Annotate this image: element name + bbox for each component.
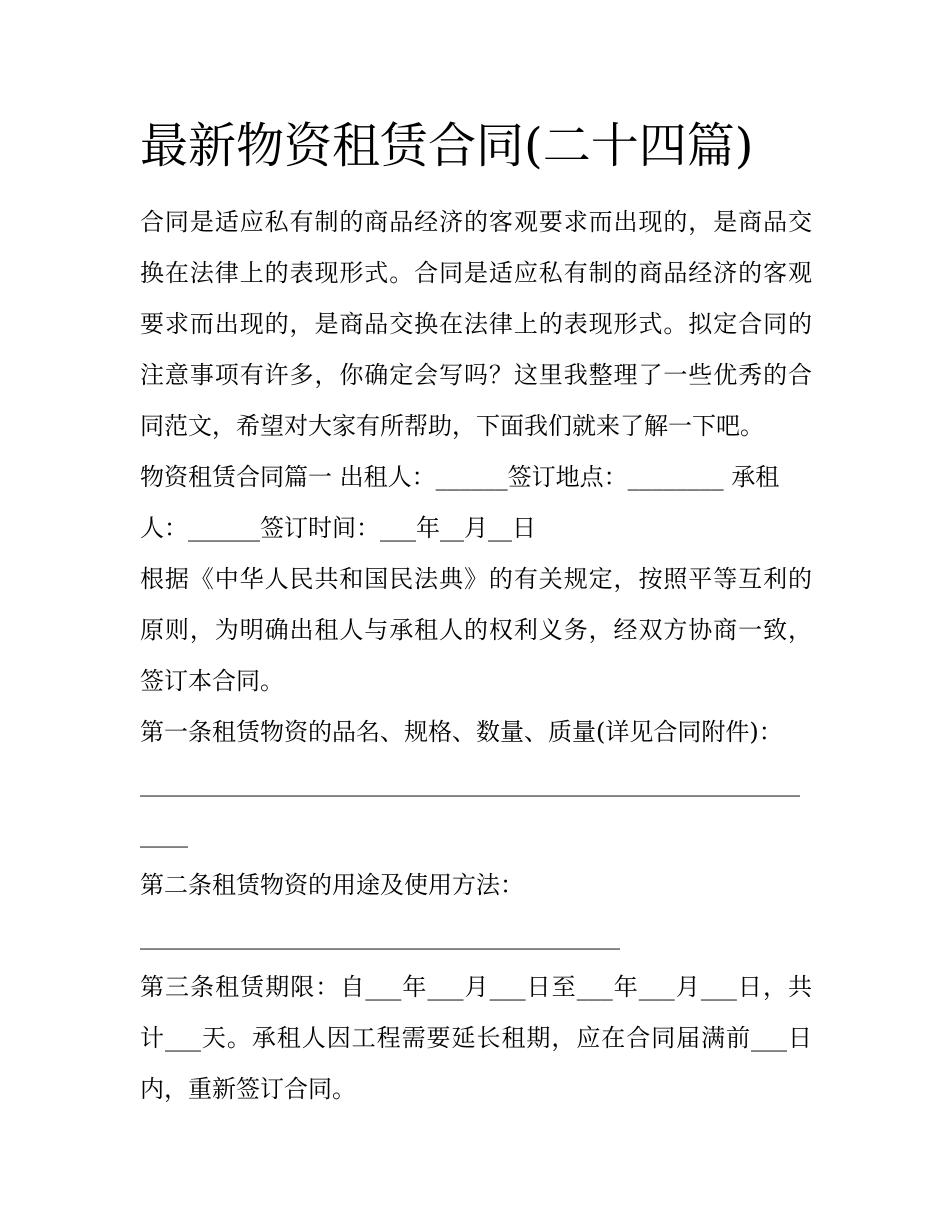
body-line: 物资租赁合同篇一 出租人：______签订地点：________ 承租 — [140, 463, 780, 491]
body-line: 第三条租赁期限：自___年___月___日至___年___月___日，共 — [140, 973, 812, 1001]
document-body — [140, 197, 812, 1115]
blank-fill-line: ________________________________________ — [140, 922, 620, 950]
body-line: 原则，为明确出租人与承租人的权利义务，经双方协商一致， — [140, 616, 812, 644]
body-line: 计___天。承租人因工程需要延长租期，应在合同届满前___日 — [140, 1024, 812, 1052]
body-line: 内，重新签订合同。 — [140, 1075, 356, 1103]
blank-fill-line: ____ — [140, 820, 188, 848]
body-line: 根据《中华人民共和国民法典》的有关规定，按照平等互利的 — [140, 565, 812, 593]
body-line: 签订本合同。 — [140, 667, 284, 695]
body-line: 注意事项有许多，你确定会写吗？这里我整理了一些优秀的合 — [140, 361, 812, 389]
body-line: 人：______签订时间：___年__月__日 — [140, 514, 536, 542]
body-line: 合同是适应私有制的商品经济的客观要求而出现的，是商品交 — [140, 208, 812, 236]
body-line: 要求而出现的，是商品交换在法律上的表现形式。拟定合同的 — [140, 310, 812, 338]
body-line: 第二条租赁物资的用途及使用方法： — [140, 871, 524, 899]
document-title: 最新物资租赁合同(二十四篇) — [140, 118, 754, 174]
body-line: 同范文，希望对大家有所帮助，下面我们就来了解一下吧。 — [140, 412, 764, 440]
body-line: 换在法律上的表现形式。合同是适应私有制的商品经济的客观 — [140, 259, 812, 287]
body-line: 第一条租赁物资的品名、规格、数量、质量(详见合同附件)： — [140, 718, 783, 746]
blank-fill-line: _______________________________________________________ — [140, 769, 800, 797]
